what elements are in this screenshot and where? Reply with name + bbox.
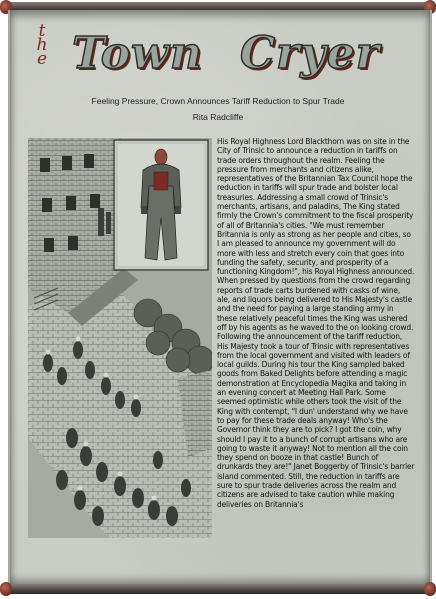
scroll-knob-icon — [0, 582, 12, 596]
article-headline: Feeling Pressure, Crown Announces Tariff Reduction to Spur Trade — [91, 96, 345, 106]
article-body: His Royal Highness Lord Blackthorn was on site in the City of Trinsic to announce a reduction in tariffs on trade orders throughout the realm. Feeling the pressure from merchants and citizens alike, representatives of the Britannian Tax Council hope the reduction in tariffs will spur trade and bolster local treasuries. Addressing a small crowd of Trinsic's merchants, artisans, and paladins, The King stated firmly the Crown's commitment to the fiscal prosperity of all of Britannia's cities. "We must remember Britannia is only as strong as her people and cities, so I am pleased to announce my government will do more with less and stretch every coin that goes into funding the safety, security, and prosperity of a functioning Kingdom!", his Royal Highness announced. When pressed by questions from the crowd regarding reports of trade carts burdened with casks of wine, ale, and liquors being delivered to His Majesty's castle and the need for paying a large standing army in these relatively peaceful times the King was ushered off by his agents as he waved to the on looking crowd. Following the announcement of the tariff reduction, His Majesty took a tour of Trinsic with representatives from the local government and visited with leaders of local guilds. During his tour the King sampled baked goods from Baked Delights before attending a magic demonstration at Encyclopedia Magika and taking in an evening concert at Meeting Hall Park. Some seemed optimistic while others took the visit of the King with contempt, "I dun' understand why we have to pay for these trade deals anyway! Who's the Governor think they are to pick? I got the coin, why should I pay it to a bunch of corrupt artisans who are going to waste it anyway! Not to mention all the coin they spend on booze in that castle! Bunch of drunkards they are!" Janet Boggerby of Trinsic's barrier island commented. Still, the reduction in tariffs are sure to spur trade deliveries across the realm and citizens are advised to take caution while making deliveries on Britannia's — [217, 137, 415, 509]
town-square-scene-icon — [28, 138, 212, 538]
scroll-bottom-rod — [0, 584, 436, 594]
masthead-the: t h e — [36, 21, 48, 69]
article-byline: Rita Radcliffe — [192, 112, 244, 122]
masthead-title-cryer: Cryer — [240, 28, 380, 79]
masthead — [12, 18, 422, 90]
scroll-knob-icon — [424, 582, 436, 596]
masthead-title-town: Town — [72, 28, 203, 79]
town-square-illustration — [28, 138, 212, 538]
